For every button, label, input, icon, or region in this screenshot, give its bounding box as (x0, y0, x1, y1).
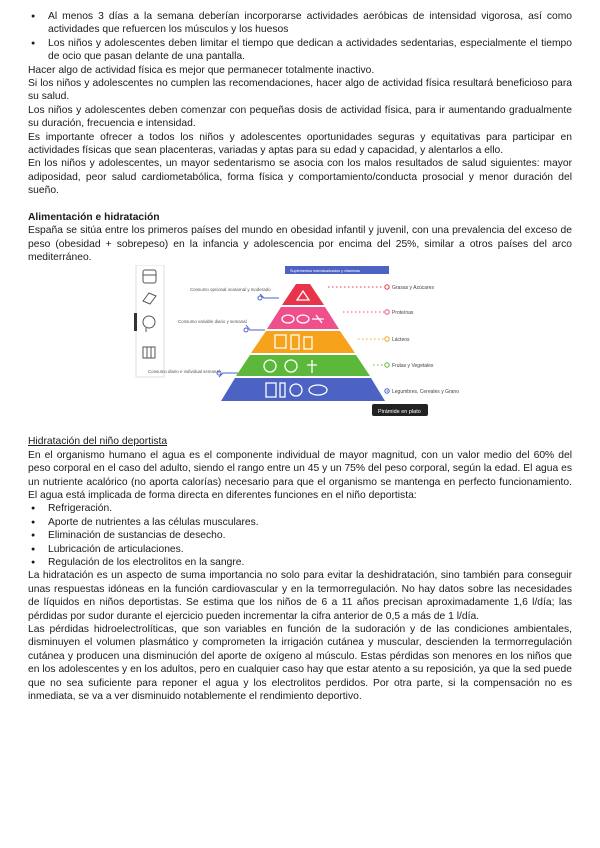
left-label-variable: Consumo variable diario y semanal (178, 319, 247, 325)
left-label-occasional: Consumo opcional ocasional y moderado (190, 287, 271, 293)
left-label-daily: Consumo diario e individual semanal (148, 369, 220, 375)
list-item: ● Eliminación de sustancias de desecho. (28, 529, 572, 542)
food-pyramid-figure (28, 265, 572, 425)
paragraph: En el organismo humano el agua es el componente individual de mayor magnitud, con un valor medio del 60% del peso corporal en el caso del adulto, siendo el rango entre un 45 y un 75% del peso corporal, según la edad. El agua es un nutriente acalórico (no aporta calorías) necesario para que el organismo se mantenga en perfecto funcionamiento. El agua está implicada de forma directa en diferentes funciones en el niño deportista: (28, 449, 572, 501)
paragraph: España se sitúa entre los primeros países del mundo en obesidad infantil y juvenil, con una prevalencia del exceso de peso (obesidad + sobrepeso) en la infancia y adolescencia por encima del 25%, similar a otros países del arco mediterráneo. (28, 225, 572, 263)
section-heading: Alimentación e hidratación (28, 211, 160, 223)
label-fruits: Frutas y Vegetales (392, 363, 434, 370)
paragraph: Hacer algo de actividad física es mejor que permanecer totalmente inactivo. (28, 64, 375, 76)
label-dot (385, 310, 389, 314)
document-page (28, 10, 572, 703)
food-pyramid-graphic (28, 265, 572, 425)
toolbar-selector (134, 313, 137, 331)
pyramid-plate-button-label[interactable]: Pirámide en plato (378, 409, 421, 416)
label-dot (385, 285, 389, 289)
list-item: ● Los niños y adolescentes deben limitar el tiempo que dedican a actividades sedentarias, especialmente el tiempo de ocio que pasan delante de una pantalla. (28, 37, 572, 64)
paragraph: Si los niños y adolescentes no cumplen las recomendaciones, hacer algo de actividad física resultará beneficioso para su salud. (28, 78, 572, 103)
list-item: ● Lubricación de articulaciones. (28, 543, 572, 556)
paragraph: Las pérdidas hidroelectrolíticas, que son variables en función de la sudoración y de las condiciones ambientales, disminuyen el volumen plasmático y comprometen la irrigación cutánea y muscular, descienden la termorregulación cutánea y producen una disminución del aporte de oxígeno al músculo. Estas pérdidas son menores en los niños que en los adolescentes y en los adultos, pero en cualquier caso hay que estar atento a su reposición, ya que la sed puede que no sea suficiente para reponer el agua y los electrolitos perdidos. Por otra parte, si la compensación no es inmediata, se va a ver disminuido notablemente el rendimiento deportivo. (28, 624, 572, 703)
pyramid-tier-dairy (251, 331, 355, 353)
bullet-list-activity (28, 10, 572, 64)
section-heading-hydration: Hidratación del niño deportista (28, 436, 168, 448)
label-cereals: Legumbres, Cereales y Grano (392, 389, 459, 396)
paragraph: En los niños y adolescentes, un mayor sedentarismo se asocia con los malos resultados de salud siguientes: mayor adiposidad, peor salud cardiometabólica, forma física y comportamiento/conducta prosocial y menor duración del sueño. (28, 158, 572, 197)
label-dairy: Lácteos (392, 337, 410, 344)
list-item: ● Al menos 3 días a la semana deberían incorporarse actividades aeróbicas de intensidad vigorosa, así como actividades que refuercen los músculos y los huesos (28, 10, 572, 37)
supplements-banner-text: Suplementos individualizados y vitaminas (290, 269, 361, 274)
label-dot (385, 337, 389, 341)
paragraph: Los niños y adolescentes deben comenzar con pequeñas dosis de actividad física, para ir aumentando gradualmente su duración, frecuencia e intensidad. (28, 104, 572, 130)
label-dot (385, 363, 389, 367)
icon-toolbar (136, 265, 164, 377)
list-item: ● Aporte de nutrientes a las células musculares. (28, 516, 572, 529)
list-item: ● Refrigeración. (28, 502, 572, 515)
pyramid-tier-fats (282, 284, 324, 305)
paragraph: Es importante ofrecer a todos los niños y adolescentes oportunidades seguras y equitativas para participar en actividades físicas que sean placenteras, variadas y aptas para su edad y capacidad, y alentarlos a ello. (28, 131, 572, 157)
paragraph: La hidratación es un aspecto de suma importancia no solo para evitar la deshidratación, sino también para conseguir unas respuestas idóneas en la función cardiovascular y en la termorregulación. No hay datos sobre las necesidades de líquidos en niños deportistas. Se estima que los niños de 6 a 11 años precisan aproximadamente 1,6 l/día; las pérdidas por sudor durante el ejercicio pueden incrementar la cifra anterior de 0,5 a más de 1 l/día. (28, 570, 572, 622)
label-proteins: Proteínas (392, 310, 414, 317)
list-item: ● Regulación de los electrolitos en la sangre. (28, 556, 572, 569)
pyramid-tier-proteins (267, 307, 339, 329)
label-fats: Grasas y Azúcares (392, 285, 434, 292)
pyramid-tier-fruits (236, 355, 370, 376)
bullet-list-hydration (28, 502, 572, 569)
pyramid-tier-cereals (221, 378, 385, 401)
